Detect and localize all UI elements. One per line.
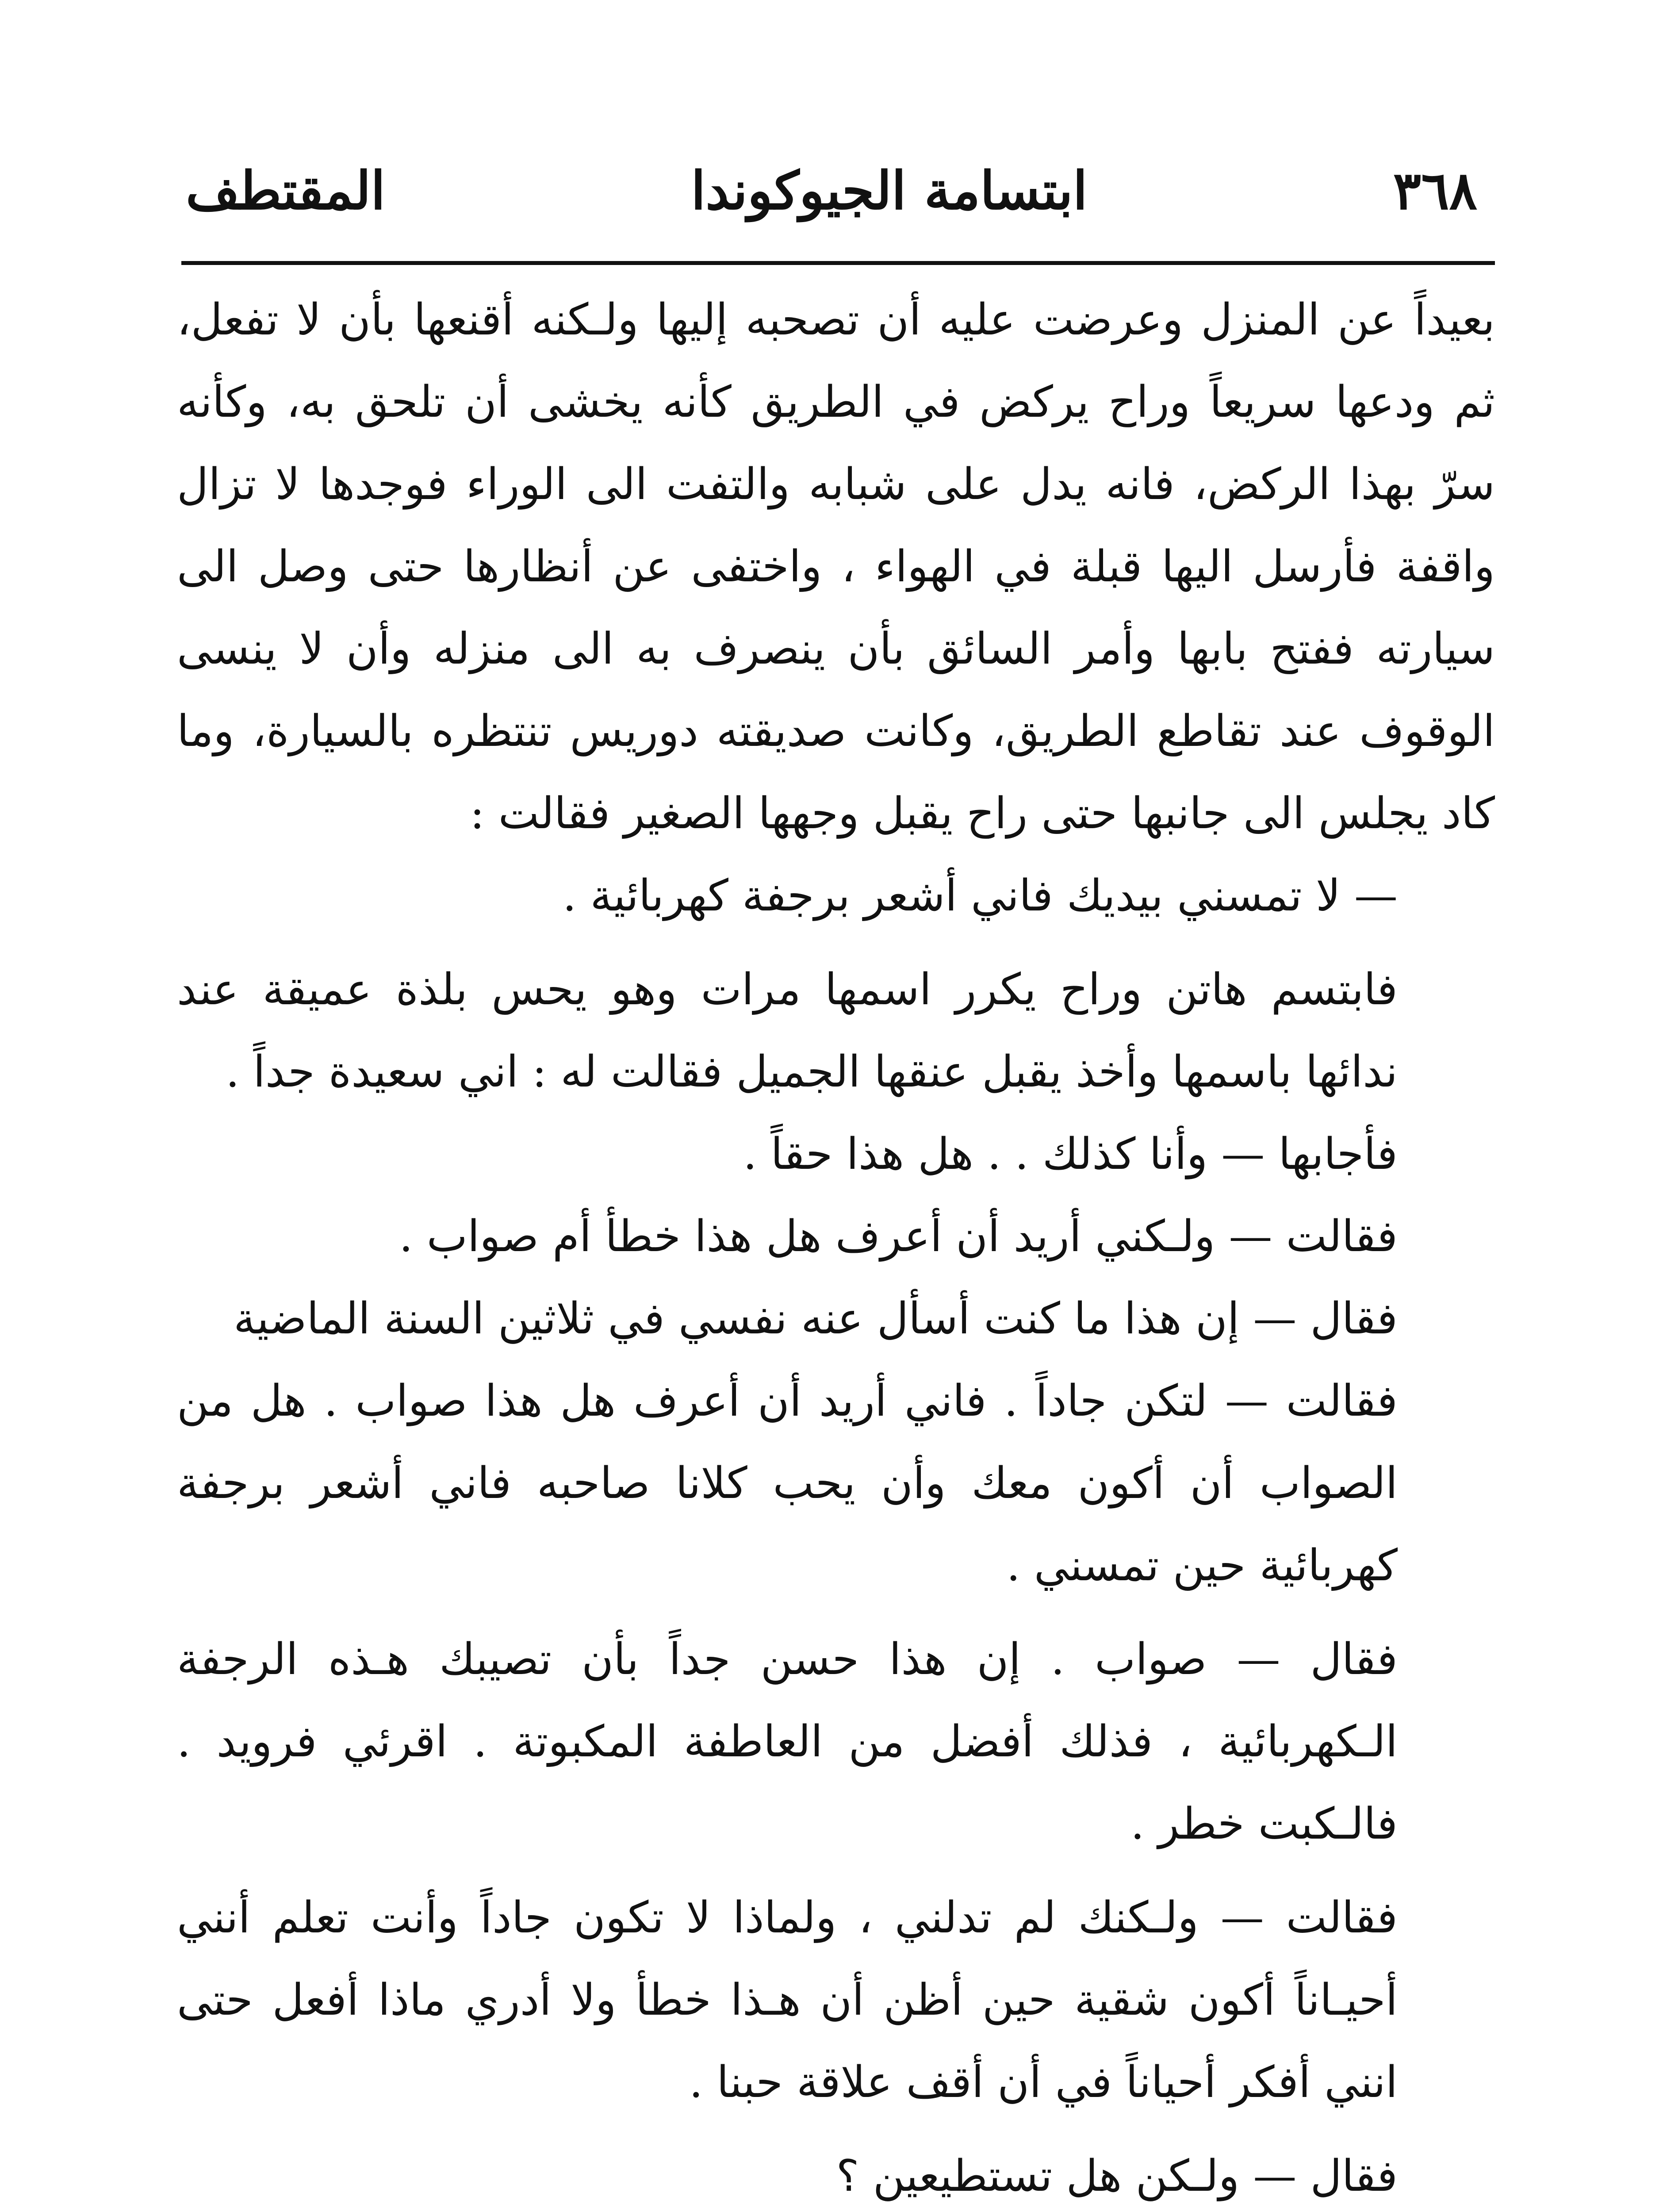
paragraph: فقالت — ولـكني أريد أن أعرف هل هذا خطأ أم صواب . bbox=[399, 1211, 1398, 1262]
paragraph: فقالت — ولـكنك لم تدلني ، ولماذا لا تكون جاداً وأنت تعلم أنني أحيـاناً أكون شقية حين أظن أن هـذا خطأ ولا أدري ماذا أفعل حتى انني أفكر أحياناً في أن أقف علاقة حبنا . bbox=[177, 1893, 1398, 2108]
page-number: ٣٦٨ bbox=[1393, 159, 1477, 221]
paragraph: فقالت — لتكن جاداً . فاني أريد أن أعرف هل هذا صواب . هل من الصواب أن أكون معك وأن يحب كلانا صاحبه فاني أشعر برجفة كهربائية حين تمسني . bbox=[177, 1376, 1398, 1591]
page-header bbox=[186, 146, 1477, 234]
paragraph: فأجابها — وأنا كذلك . . هل هذا حقاً . bbox=[743, 1129, 1398, 1179]
paragraph: فقال — إن هذا ما كنت أسأل عنه نفسي في ثلاثين السنة الماضية bbox=[234, 1294, 1398, 1344]
paragraph: بعيداً عن المنزل وعرضت عليه أن تصحبه إليها ولـكنه أقنعها بأن لا تفعل، ثم ودعها سريعاً وراح يركض في الطريق كأنه يخشى أن تلحق به، وكأنه سرّ بهذا الركض، فانه يدل على شبابه والتفت الى الوراء فوجدها لا تزال واقفة فأرسل اليها قبلة في الهواء ، واختفى عن أنظارها حتى وصل الى سيارته ففتح بابها وأمر السائق بأن ينصرف به الى منزله وأن لا ينسى الوقوف عند تقاطع الطريق، وكانت صديقته دوريس تنتظره بالسيارة، وما كاد يجلس الى جانبها حتى راح يقبل وجهها الصغير فقالت : bbox=[177, 295, 1495, 839]
paragraph: — لا تمسني بيديك فاني أشعر برجفة كهربائية . bbox=[563, 871, 1398, 921]
journal-name: المقتطف bbox=[186, 159, 386, 221]
body-text bbox=[177, 279, 1495, 2212]
paragraph: فابتسم هاتن وراح يكرر اسمها مرات وهو يحس بلذة عميقة عند ندائها باسمها وأخذ يقبل عنقها الجميل فقالت له : اني سعيدة جداً . bbox=[177, 964, 1398, 1097]
paragraph: فقال — صواب . إن هذا حسن جداً بأن تصيبك هـذه الرجفة الـكهربائية ، فذلك أفضل من العاطفة المكبوتة . اقرئي فرويد . فالـكبت خطر . bbox=[177, 1634, 1398, 1849]
article-title: ابتسامة الجيوكوندا bbox=[691, 159, 1088, 221]
header-rule bbox=[181, 261, 1495, 265]
paragraph: فقال — ولـكن هل تستطيعين ؟ bbox=[836, 2151, 1398, 2201]
